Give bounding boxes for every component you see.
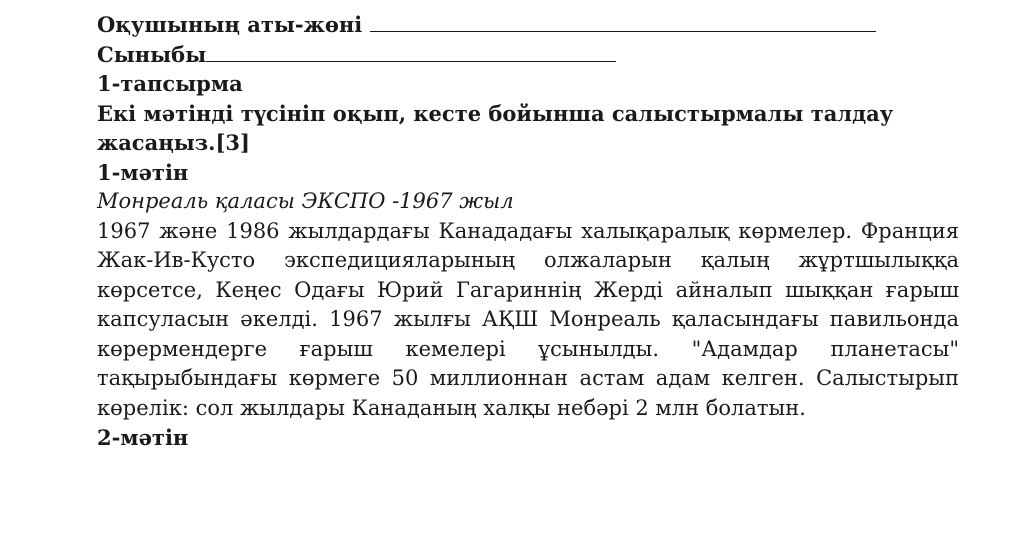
student-name-row <box>97 10 959 40</box>
worksheet-page <box>97 10 959 453</box>
task-instruction-line1: Екі мәтінді түсініп оқып, кесте бойынша салыстырмалы талдау <box>97 100 894 126</box>
class-label: Сыныбы <box>97 41 207 67</box>
text1-heading: 1-мәтін <box>97 159 189 185</box>
text1-title: Монреаль қаласы ЭКСПО -1967 жыл <box>97 189 514 213</box>
task-instruction-line2: жасаңыз.[3] <box>97 130 250 155</box>
class-blank[interactable] <box>206 41 616 62</box>
class-row <box>97 40 959 70</box>
student-name-blank[interactable] <box>370 11 876 32</box>
text2-heading: 2-мәтін <box>97 425 189 450</box>
task-heading: 1-тапсырма <box>97 71 243 96</box>
text1-paragraph: 1967 және 1986 жылдардағы Канададағы халықаралық көрмелер. Франция Жак-Ив-Кусто экспедицияларының олжаларын қалың жұртшылыққа көрсетсе, Кеңес Одағы Юрий Гагариннің Жерді айналып шыққан ғарыш капсуласын әкелді. 1967 жылғы АҚШ Монреаль қаласындағы павильонда көрермендерге ғарыш кемелері ұсынылды. "Адамдар планетасы" тақырыбындағы көрмеге 50 миллионнан астам адам келген. Салыстырып көрелік: сол жылдары Канаданың халқы небәрі 2 млн болатын. <box>97 218 959 420</box>
student-name-label: Оқушының аты-жөні <box>97 12 363 37</box>
